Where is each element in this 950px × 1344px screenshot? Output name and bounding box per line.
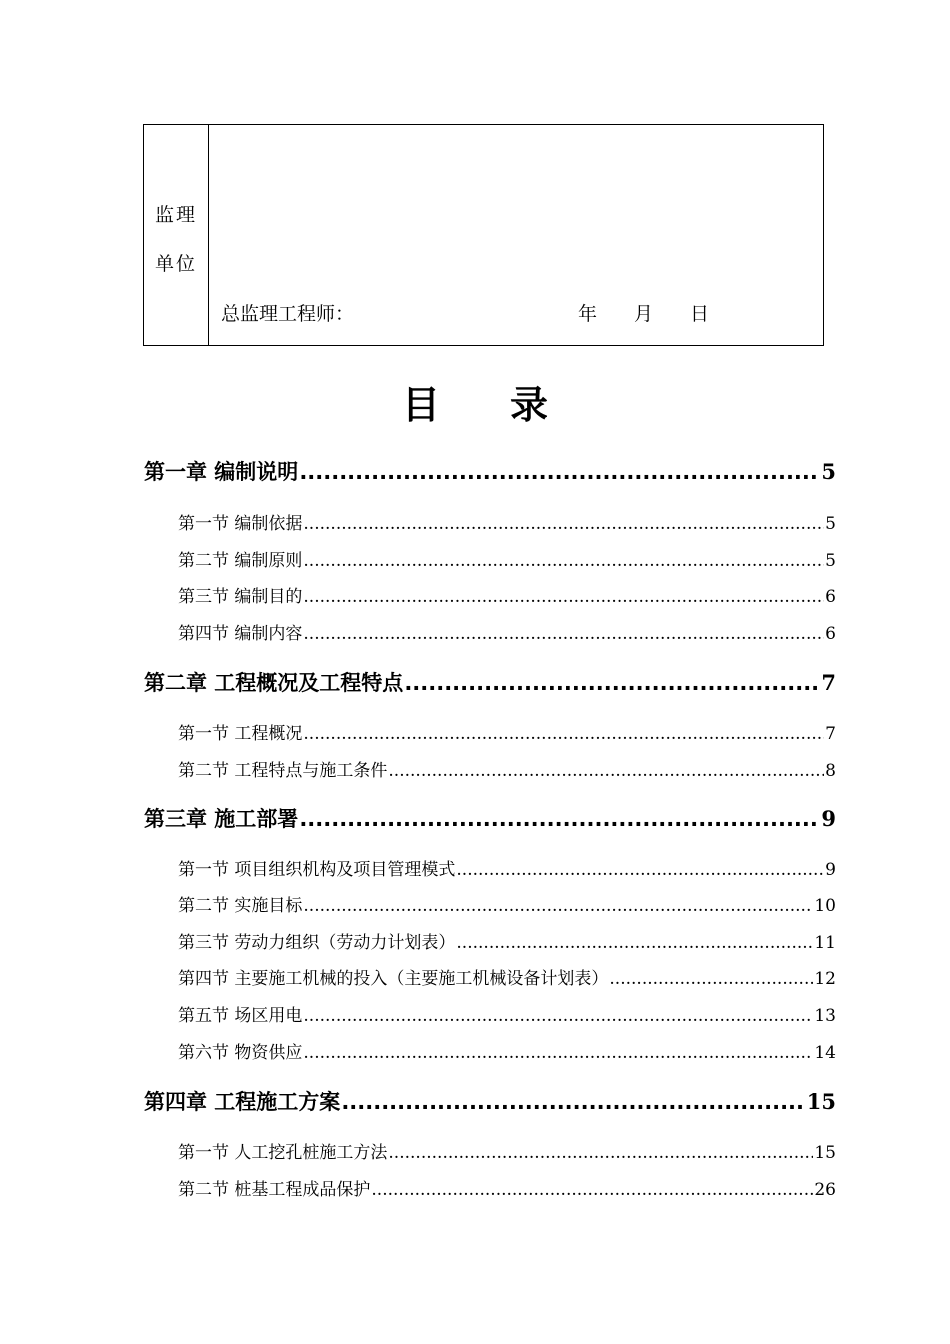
toc-page-number: 15	[806, 1089, 836, 1114]
toc-entry-title: 第一章 编制说明	[144, 460, 299, 484]
toc-section-3-6[interactable]	[178, 1038, 836, 1063]
toc-entry-title: 第二节 桩基工程成品保护	[178, 1180, 371, 1200]
toc-section-3-3[interactable]	[178, 928, 836, 953]
toc-page-number: 10	[814, 896, 836, 916]
toc-entry-title: 第三节 编制目的	[178, 587, 303, 607]
toc-leader-dots	[299, 460, 820, 484]
toc-title: 目录	[401, 383, 618, 427]
toc-entry-title: 第四章 工程施工方案	[144, 1090, 341, 1114]
toc-leader-dots	[299, 807, 820, 831]
toc-section-1-4[interactable]	[178, 619, 836, 644]
toc-leader-dots	[609, 969, 813, 989]
toc-page-number: 9	[821, 806, 836, 831]
toc-section-3-1[interactable]	[178, 855, 836, 880]
toc-entry-title: 第二章 工程概况及工程特点	[144, 671, 404, 695]
toc-entry-title: 第一节 工程概况	[178, 724, 303, 744]
toc-section-3-5[interactable]	[178, 1001, 836, 1026]
toc-page-number: 5	[821, 459, 836, 484]
toc-entry-title: 第六节 物资供应	[178, 1043, 303, 1063]
toc-page-number: 15	[814, 1143, 836, 1163]
toc-section-3-4[interactable]	[178, 964, 836, 989]
toc-section-4-1[interactable]	[178, 1138, 836, 1163]
toc-leader-dots	[456, 860, 824, 880]
toc-page-number: 11	[814, 933, 836, 953]
toc-entry-title: 第一节 人工挖孔桩施工方法	[178, 1143, 388, 1163]
toc-leader-dots	[303, 896, 813, 916]
toc-leader-dots	[456, 933, 813, 953]
toc-leader-dots	[388, 761, 824, 781]
toc-leader-dots	[388, 1143, 813, 1163]
toc-page-number: 5	[825, 514, 836, 534]
toc-section-1-2[interactable]	[178, 546, 836, 571]
toc-page-number: 8	[825, 761, 836, 781]
toc-section-4-2[interactable]	[178, 1175, 836, 1200]
supervision-label-line1: 监理	[155, 204, 198, 226]
toc-chapter-4[interactable]	[144, 1086, 836, 1116]
toc-leader-dots	[303, 724, 824, 744]
toc-leader-dots	[404, 671, 820, 695]
supervision-sign-table	[143, 124, 824, 346]
chief-engineer-signature-label: 总监理工程师：	[221, 303, 355, 325]
toc-section-1-1[interactable]	[178, 509, 836, 534]
supervision-unit-label-cell	[144, 125, 209, 345]
toc-entry-title: 第一节 项目组织机构及项目管理模式	[178, 860, 456, 880]
toc-leader-dots	[303, 587, 824, 607]
toc-leader-dots	[371, 1180, 813, 1200]
toc-entry-title: 第三节 劳动力组织（劳动力计划表）	[178, 933, 456, 953]
toc-section-3-2[interactable]	[178, 891, 836, 916]
toc-entry-title: 第四节 编制内容	[178, 624, 303, 644]
supervision-label-line2: 单位	[155, 253, 198, 275]
toc-section-2-1[interactable]	[178, 719, 836, 744]
toc-leader-dots	[303, 624, 824, 644]
toc-chapter-2[interactable]	[144, 667, 836, 697]
date-day-label: 日	[690, 303, 710, 325]
toc-entry-title: 第二节 工程特点与施工条件	[178, 761, 388, 781]
date-year-label: 年	[578, 303, 598, 325]
toc-leader-dots	[303, 1006, 813, 1026]
toc-leader-dots	[303, 514, 824, 534]
toc-entry-title: 第四节 主要施工机械的投入（主要施工机械设备计划表）	[178, 969, 609, 989]
toc-leader-dots	[341, 1090, 805, 1114]
toc-page-number: 14	[814, 1043, 836, 1063]
toc-page-number: 6	[825, 587, 836, 607]
toc-page-number: 9	[825, 860, 836, 880]
toc-page-number: 13	[814, 1006, 836, 1026]
toc-leader-dots	[303, 1043, 813, 1063]
toc-entry-title: 第三章 施工部署	[144, 807, 299, 831]
toc-page-number: 7	[821, 670, 836, 695]
toc-section-2-2[interactable]	[178, 756, 836, 781]
toc-entry-title: 第一节 编制依据	[178, 514, 303, 534]
toc-section-1-3[interactable]	[178, 582, 836, 607]
toc-page-number: 6	[825, 624, 836, 644]
toc-chapter-3[interactable]	[144, 803, 836, 833]
toc-page-number: 12	[814, 969, 836, 989]
toc-page-number: 7	[825, 724, 836, 744]
toc-entry-title: 第五节 场区用电	[178, 1006, 303, 1026]
toc-page-number: 26	[814, 1180, 836, 1200]
toc-page-number: 5	[825, 551, 836, 571]
toc-leader-dots	[303, 551, 824, 571]
toc-entry-title: 第二节 编制原则	[178, 551, 303, 571]
date-month-label: 月	[634, 303, 654, 325]
toc-entry-title: 第二节 实施目标	[178, 896, 303, 916]
toc-chapter-1[interactable]	[144, 456, 836, 486]
